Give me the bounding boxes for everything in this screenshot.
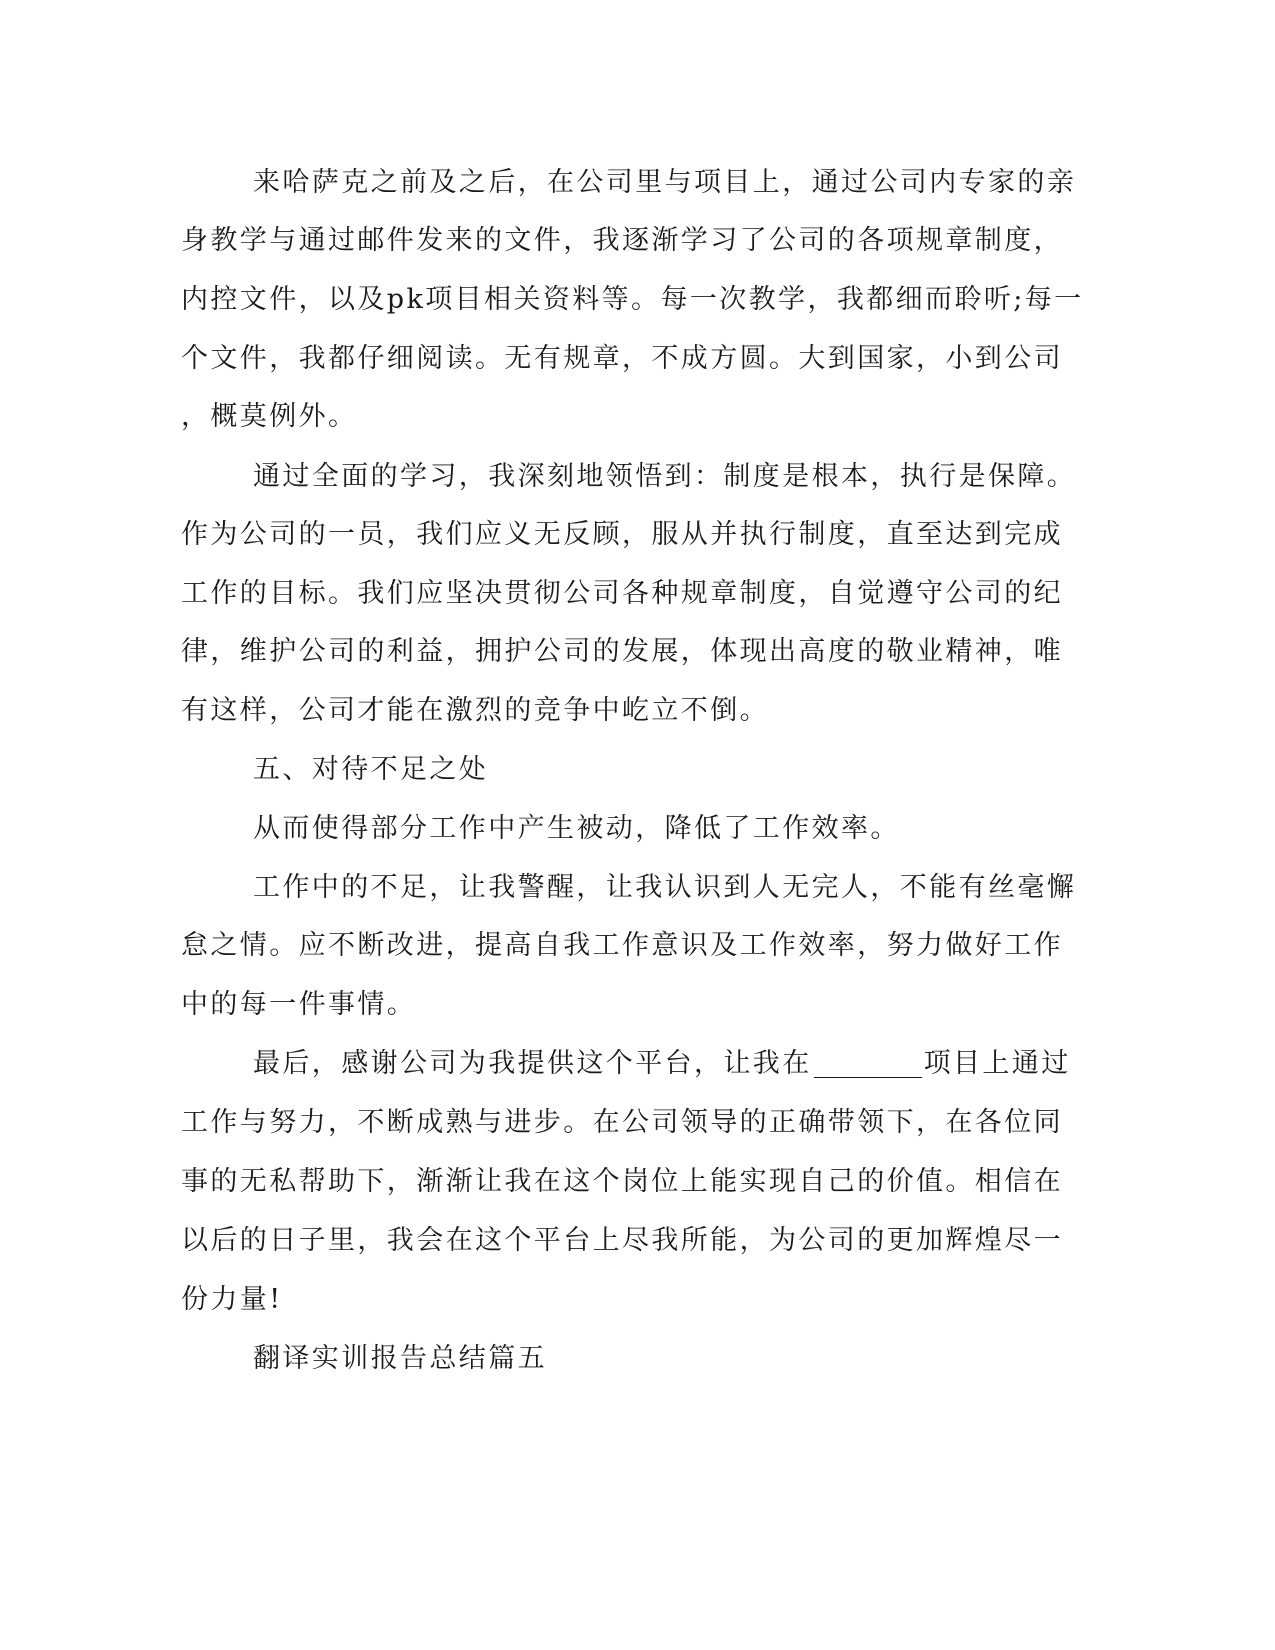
paragraph-line: 作为公司的一员，我们应义无反顾，服从并执行制度，直至达到完成: [181, 519, 1063, 550]
paragraph-line: 份力量!: [181, 1284, 283, 1315]
paragraph-line: 身教学与通过邮件发来的文件，我逐渐学习了公司的各项规章制度，: [181, 225, 1063, 256]
paragraph-line-with-blank: [253, 1044, 1071, 1084]
paragraph-line: 有这样，公司才能在激烈的竞争中屹立不倒。: [181, 695, 769, 726]
paragraph-line: 工作中的不足，让我警醒，让我认识到人无完人，不能有丝毫懈: [253, 872, 1077, 903]
fill-in-blank: [814, 1049, 922, 1078]
paragraph-line: 来哈萨克之前及之后，在公司里与项目上，通过公司内专家的亲: [253, 167, 1077, 198]
paragraph-line: 从而使得部分工作中产生被动，降低了工作效率。: [253, 813, 900, 844]
paragraph-line: ，概莫例外。: [181, 401, 358, 432]
paragraph-line: 个文件，我都仔细阅读。无有规章，不成方圆。大到国家，小到公司: [181, 343, 1063, 374]
paragraph-line: 律，维护公司的利益，拥护公司的发展，体现出高度的敬业精神，唯: [181, 636, 1063, 667]
paragraph-line: 中的每一件事情。: [181, 989, 417, 1020]
paragraph-line: 工作的目标。我们应坚决贯彻公司各种规章制度，自觉遵守公司的纪: [181, 578, 1063, 609]
paragraph-text: 项目上通过: [923, 1048, 1071, 1079]
paragraph-line: 怠之情。应不断改进，提高自我工作意识及工作效率，努力做好工作: [181, 930, 1063, 961]
paragraph-line: 通过全面的学习，我深刻地领悟到：制度是根本，执行是保障。: [253, 461, 1077, 492]
next-section-title: 翻译实训报告总结篇五: [253, 1343, 547, 1374]
section-heading: 五、对待不足之处: [253, 754, 489, 785]
paragraph-line: 事的无私帮助下，渐渐让我在这个岗位上能实现自己的价值。相信在: [181, 1166, 1063, 1197]
paragraph-line: 以后的日子里，我会在这个平台上尽我所能，为公司的更加辉煌尽一: [181, 1225, 1063, 1256]
paragraph-text: 最后，感谢公司为我提供这个平台，让我在: [253, 1048, 812, 1079]
paragraph-line: 内控文件，以及pk项目相关资料等。每一次教学，我都细而聆听;每一: [181, 284, 1084, 315]
paragraph-line: 工作与努力，不断成熟与进步。在公司领导的正确带领下，在各位同: [181, 1107, 1063, 1138]
